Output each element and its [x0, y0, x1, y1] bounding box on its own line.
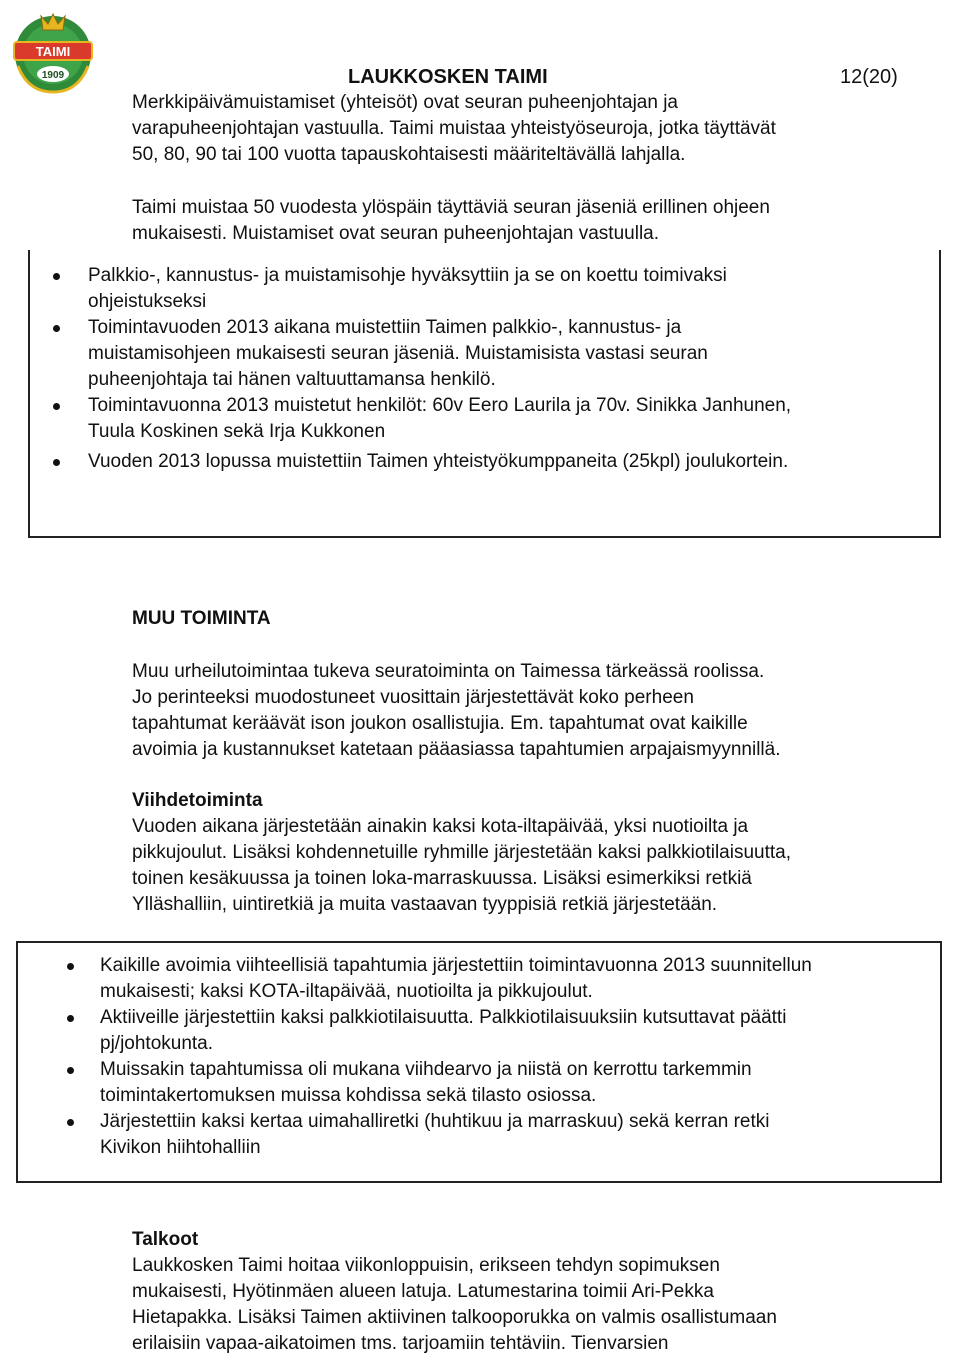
text-line: Hietapakka. Lisäksi Taimen aktiivinen talkooporukka on valmis osallistumaan	[132, 1307, 777, 1328]
text-line: pj/johtokunta.	[100, 1033, 214, 1054]
intro-paragraph-2	[132, 195, 932, 247]
list-item	[88, 263, 928, 315]
text-line: pikkujoulut. Lisäksi kohdennetuille ryhmille järjestetään kaksi palkkiotilaisuutta,	[132, 842, 792, 863]
talkoot-paragraph	[132, 1253, 932, 1357]
list-item	[100, 953, 940, 1005]
text-line: toimintakertomuksen muissa kohdissa sekä tilasto osiossa.	[100, 1085, 597, 1106]
bullet-icon	[67, 1119, 74, 1126]
text-line: mukaisesti. Muistamiset ovat seuran puheenjohtajan vastuulla.	[132, 223, 660, 244]
text-line: puheenjohtaja tai hänen valtuuttamansa henkilö.	[88, 369, 496, 390]
bullet-icon	[53, 403, 60, 410]
page-number: 12(20)	[840, 66, 898, 88]
muu-toiminta-paragraph	[132, 659, 932, 763]
list-item	[100, 1005, 940, 1057]
memorials-summary-box	[28, 250, 941, 538]
bullet-icon	[67, 1067, 74, 1074]
list-item	[100, 1109, 940, 1161]
text-line: Vuoden aikana järjestetään ainakin kaksi kota-iltapäivää, yksi nuotioilta ja	[132, 816, 749, 837]
text-line: Järjestettiin kaksi kertaa uimahalliretki (huhtikuu ja marraskuu) sekä kerran retki	[100, 1111, 770, 1132]
list-item	[100, 1057, 940, 1109]
text-line: Aktiiveille järjestettiin kaksi palkkiotilaisuutta. Palkkiotilaisuuksiin kutsuttavat päätti	[100, 1007, 787, 1028]
club-logo	[8, 6, 98, 98]
section-heading-viihdetoiminta: Viihdetoiminta	[132, 790, 263, 811]
text-line: Palkkio-, kannustus- ja muistamisohje hyväksyttiin ja se on koettu toimivaksi	[88, 265, 727, 286]
svg-text:TAIMI: TAIMI	[35, 44, 71, 59]
text-line: Kaikille avoimia viihteellisiä tapahtumia järjestettiin toimintavuonna 2013 suunnitellun	[100, 955, 812, 976]
text-line: Jo perinteeksi muodostuneet vuosittain järjestettävät koko perheen	[132, 687, 694, 708]
text-line: Kivikon hiihtohalliin	[100, 1137, 261, 1158]
text-line: ohjeistukseksi	[88, 291, 207, 312]
bullet-icon	[53, 325, 60, 332]
text-line: mukaisesti, Hyötinmäen alueen latuja. Latumestarina toimii Ari-Pekka	[132, 1281, 714, 1302]
text-line: Laukkosken Taimi hoitaa viikonloppuisin, erikseen tehdyn sopimuksen	[132, 1255, 720, 1276]
text-line: Merkkipäivämuistamiset (yhteisöt) ovat seuran puheenjohtajan ja	[132, 92, 678, 113]
svg-text:1909: 1909	[41, 70, 65, 81]
text-line: Toimintavuoden 2013 aikana muistettiin Taimen palkkio-, kannustus- ja	[88, 317, 682, 338]
bullet-icon	[67, 963, 74, 970]
text-line: Ylläshalliin, uintiretkiä ja muita vastaavan tyyppisiä retkiä järjestetään.	[132, 894, 718, 915]
text-line: Toimintavuonna 2013 muistetut henkilöt: 60v Eero Laurila ja 70v. Sinikka Janhunen,	[88, 395, 792, 416]
text-line: 50, 80, 90 tai 100 vuotta tapauskohtaisesti määriteltävällä lahjalla.	[132, 144, 686, 165]
text-line: Vuoden 2013 lopussa muistettiin Taimen yhteistyökumppaneita (25kpl) joulukortein.	[88, 451, 789, 472]
section-heading-muu-toiminta: MUU TOIMINTA	[132, 608, 271, 629]
text-line: muistamisohjeen mukaisesti seuran jäseniä. Muistamisista vastasi seuran	[88, 343, 708, 364]
list-item	[88, 315, 928, 393]
section-heading-talkoot: Talkoot	[132, 1229, 199, 1250]
text-line: tapahtumat keräävät ison joukon osallistujia. Em. tapahtumat ovat kaikille	[132, 713, 748, 734]
text-line: toinen kesäkuussa ja toinen loka-marraskuussa. Lisäksi esimerkiksi retkiä	[132, 868, 752, 889]
text-line: erilaisiin vapaa-aikatoimen tms. tarjoamiin tehtäviin. Tienvarsien	[132, 1333, 669, 1354]
text-line: Muu urheilutoimintaa tukeva seuratoiminta on Taimessa tärkeässä roolissa.	[132, 661, 765, 682]
viihdetoiminta-paragraph	[132, 814, 932, 918]
bullet-icon	[67, 1015, 74, 1022]
text-line: Taimi muistaa 50 vuodesta ylöspäin täyttäviä seuran jäseniä erillinen ohjeen	[132, 197, 770, 218]
bullet-icon	[53, 459, 60, 466]
text-line: varapuheenjohtajan vastuulla. Taimi muistaa yhteistyöseuroja, jotka täyttävät	[132, 118, 776, 139]
events-summary-box	[16, 941, 942, 1183]
taimi-emblem-icon	[8, 6, 98, 98]
bullet-icon	[53, 273, 60, 280]
document-title: LAUKKOSKEN TAIMI	[348, 66, 548, 88]
intro-paragraph-1	[132, 90, 932, 168]
text-line: avoimia ja kustannukset katetaan pääasiassa tapahtumien arpajaismyynnillä.	[132, 739, 781, 760]
list-item	[88, 393, 928, 445]
list-item	[88, 449, 928, 475]
text-line: Muissakin tapahtumissa oli mukana viihdearvo ja niistä on kerrottu tarkemmin	[100, 1059, 752, 1080]
text-line: Tuula Koskinen sekä Irja Kukkonen	[88, 421, 386, 442]
text-line: mukaisesti; kaksi KOTA-iltapäivää, nuotioilta ja pikkujoulut.	[100, 981, 593, 1002]
